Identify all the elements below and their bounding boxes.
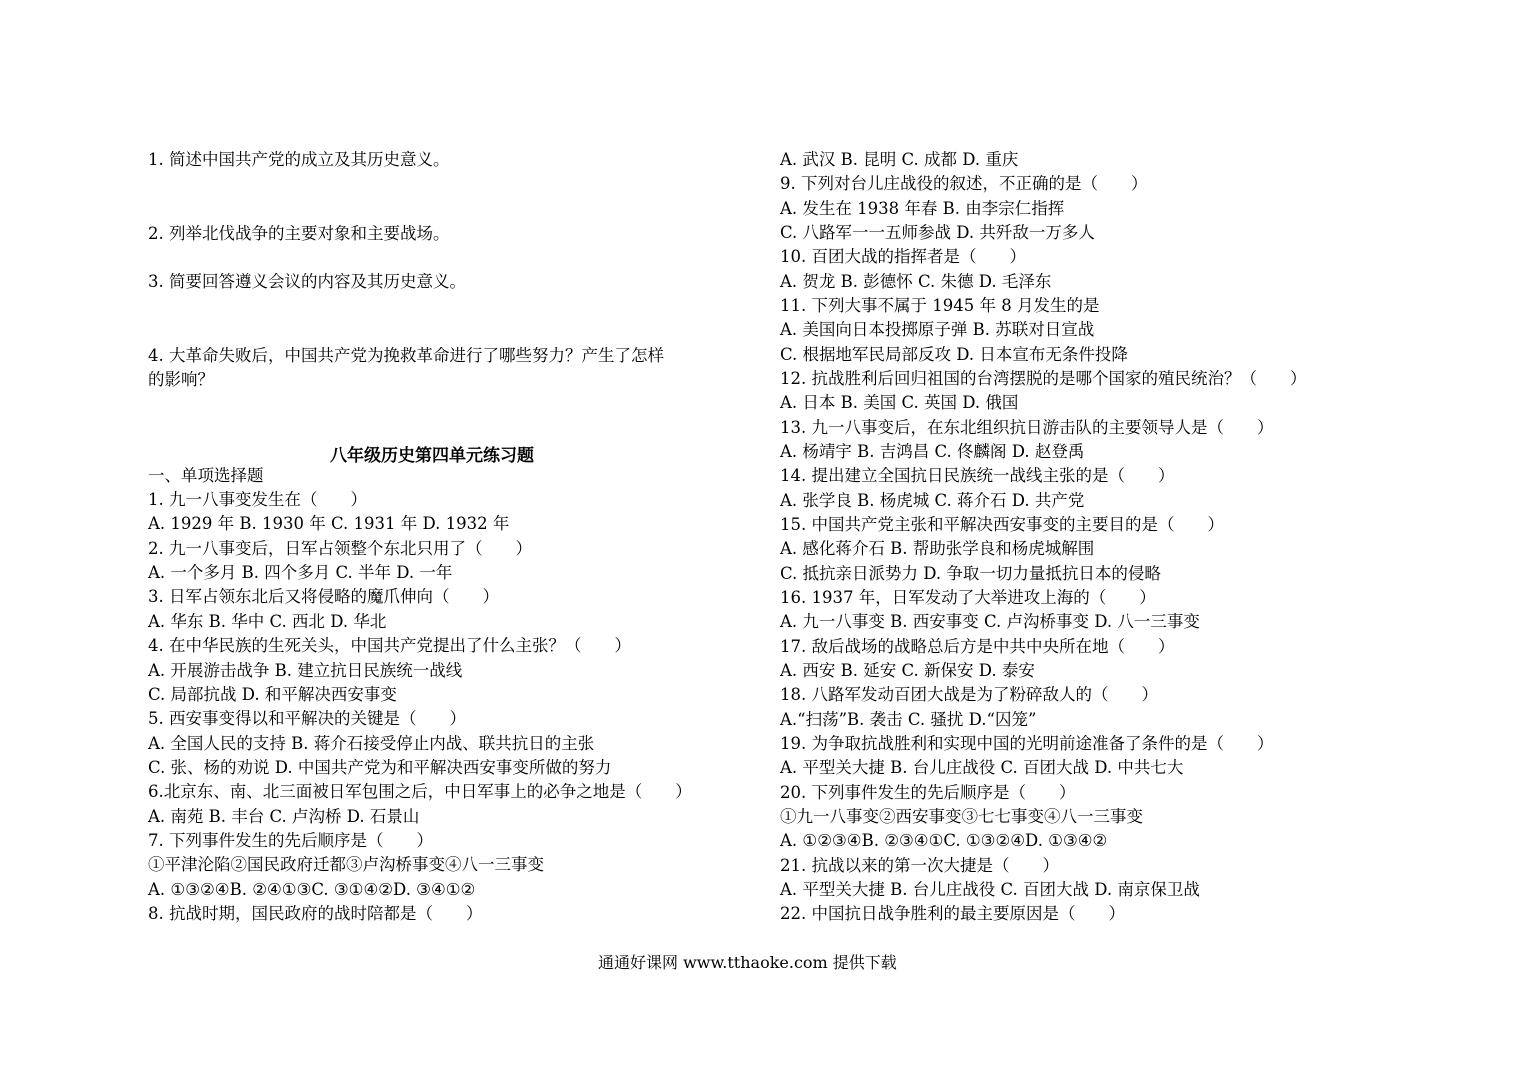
left-line: ①平津沦陷②国民政府迁都③卢沟桥事变④八一三事变 xyxy=(148,855,544,874)
right-line: A. 杨靖宇 B. 吉鸿昌 C. 佟麟阁 D. 赵登禹 xyxy=(780,442,1085,461)
right-line: 14. 提出建立全国抗日民族统一战线主张的是（ ） xyxy=(780,466,1175,485)
left-line: A. 一个多月 B. 四个多月 C. 半年 D. 一年 xyxy=(148,563,453,582)
right-line: A. 感化蒋介石 B. 帮助张学良和杨虎城解围 xyxy=(780,539,1095,558)
right-line: A. ①②③④B. ②③④①C. ①③②④D. ①③④② xyxy=(780,831,1108,850)
right-line: A. 九一八事变 B. 西安事变 C. 卢沟桥事变 D. 八一三事变 xyxy=(780,612,1200,631)
right-line: 13. 九一八事变后，在东北组织抗日游击队的主要领导人是（ ） xyxy=(780,418,1274,437)
left-line: A. 南苑 B. 丰台 C. 卢沟桥 D. 石景山 xyxy=(148,807,420,826)
right-line: 12. 抗战胜利后回归祖国的台湾摆脱的是哪个国家的殖民统治？（ ） xyxy=(780,369,1307,388)
right-line: A.“扫荡”B. 袭击 C. 骚扰 D.“囚笼” xyxy=(780,710,1037,729)
right-line: A. 美国向日本投掷原子弹 B. 苏联对日宣战 xyxy=(780,320,1095,339)
left-line: 4. 在中华民族的生死关头，中国共产党提出了什么主张？（ ） xyxy=(148,636,631,655)
right-line: A. 武汉 B. 昆明 C. 成都 D. 重庆 xyxy=(780,150,1019,169)
right-line: C. 八路军一一五师参战 D. 共歼敌一万多人 xyxy=(780,223,1095,242)
short-answer-q2: 2. 列举北伐战争的主要对象和主要战场。 xyxy=(148,224,450,243)
left-line: 1. 九一八事变发生在（ ） xyxy=(148,490,367,509)
right-line: A. 西安 B. 延安 C. 新保安 D. 泰安 xyxy=(780,661,1035,680)
left-line: 7. 下列事件发生的先后顺序是（ ） xyxy=(148,831,433,850)
left-line: 2. 九一八事变后，日军占领整个东北只用了（ ） xyxy=(148,539,532,558)
left-line: A. 1929 年 B. 1930 年 C. 1931 年 D. 1932 年 xyxy=(148,514,510,533)
left-line: C. 张、杨的劝说 D. 中国共产党为和平解决西安事变所做的努力 xyxy=(148,758,612,777)
short-answer-q4-line1: 4. 大革命失败后，中国共产党为挽救革命进行了哪些努力？产生了怎样 xyxy=(148,346,664,365)
right-line: 21. 抗战以来的第一次大捷是（ ） xyxy=(780,856,1059,875)
short-answer-q1: 1. 简述中国共产党的成立及其历史意义。 xyxy=(148,150,450,169)
right-line: ①九一八事变②西安事变③七七事变④八一三事变 xyxy=(780,807,1143,826)
right-line: C. 抵抗亲日派势力 D. 争取一切力量抵抗日本的侵略 xyxy=(780,564,1161,583)
right-line: 10. 百团大战的指挥者是（ ） xyxy=(780,247,1026,266)
short-answer-q4-line2: 的影响？ xyxy=(148,370,214,389)
right-line: A. 日本 B. 美国 C. 英国 D. 俄国 xyxy=(780,393,1019,412)
left-line: 5. 西安事变得以和平解决的关键是（ ） xyxy=(148,709,466,728)
left-line: C. 局部抗战 D. 和平解决西安事变 xyxy=(148,685,397,704)
right-line: 18. 八路军发动百团大战是为了粉碎敌人的（ ） xyxy=(780,685,1158,704)
right-line: 11. 下列大事不属于 1945 年 8 月发生的是 xyxy=(780,296,1100,315)
right-line: 17. 敌后战场的战略总后方是中共中央所在地（ ） xyxy=(780,637,1175,656)
right-line: 22. 中国抗日战争胜利的最主要原因是（ ） xyxy=(780,904,1125,923)
left-line: A. 开展游击战争 B. 建立抗日民族统一战线 xyxy=(148,661,463,680)
left-line: 3. 日军占领东北后又将侵略的魔爪伸向（ ） xyxy=(148,587,499,606)
right-line: C. 根据地军民局部反攻 D. 日本宣布无条件投降 xyxy=(780,345,1128,364)
right-line: 9. 下列对台儿庄战役的叙述，不正确的是（ ） xyxy=(780,174,1148,193)
left-line: A. ①③②④B. ②④①③C. ③①④②D. ③④①② xyxy=(148,880,476,899)
right-line: 16. 1937 年，日军发动了大举进攻上海的（ ） xyxy=(780,588,1156,607)
unit-title: 八年级历史第四单元练习题 xyxy=(330,446,534,466)
left-line: A. 华东 B. 华中 C. 西北 D. 华北 xyxy=(148,612,387,631)
right-line: A. 发生在 1938 年春 B. 由李宗仁指挥 xyxy=(780,199,1065,218)
left-line: A. 全国人民的支持 B. 蒋介石接受停止内战、联共抗日的主张 xyxy=(148,734,595,753)
footer-credit: 通通好课网 www.tthaoke.com 提供下载 xyxy=(598,953,897,972)
right-line: 20. 下列事件发生的先后顺序是（ ） xyxy=(780,783,1076,802)
right-line: A. 平型关大捷 B. 台儿庄战役 C. 百团大战 D. 中共七大 xyxy=(780,758,1184,777)
right-line: A. 平型关大捷 B. 台儿庄战役 C. 百团大战 D. 南京保卫战 xyxy=(780,880,1200,899)
short-answer-q3: 3. 简要回答遵义会议的内容及其历史意义。 xyxy=(148,272,466,291)
right-line: A. 张学良 B. 杨虎城 C. 蒋介石 D. 共产党 xyxy=(780,491,1085,510)
left-line: 6.北京东、南、北三面被日军包围之后，中日军事上的必争之地是（ ） xyxy=(148,782,692,801)
right-line: A. 贺龙 B. 彭德怀 C. 朱德 D. 毛泽东 xyxy=(780,272,1052,291)
right-line: 15. 中国共产党主张和平解决西安事变的主要目的是（ ） xyxy=(780,515,1224,534)
left-line: 8. 抗战时期，国民政府的战时陪都是（ ） xyxy=(148,904,483,923)
right-line: 19. 为争取抗战胜利和实现中国的光明前途准备了条件的是（ ） xyxy=(780,734,1274,753)
section-heading: 一、单项选择题 xyxy=(148,466,264,485)
